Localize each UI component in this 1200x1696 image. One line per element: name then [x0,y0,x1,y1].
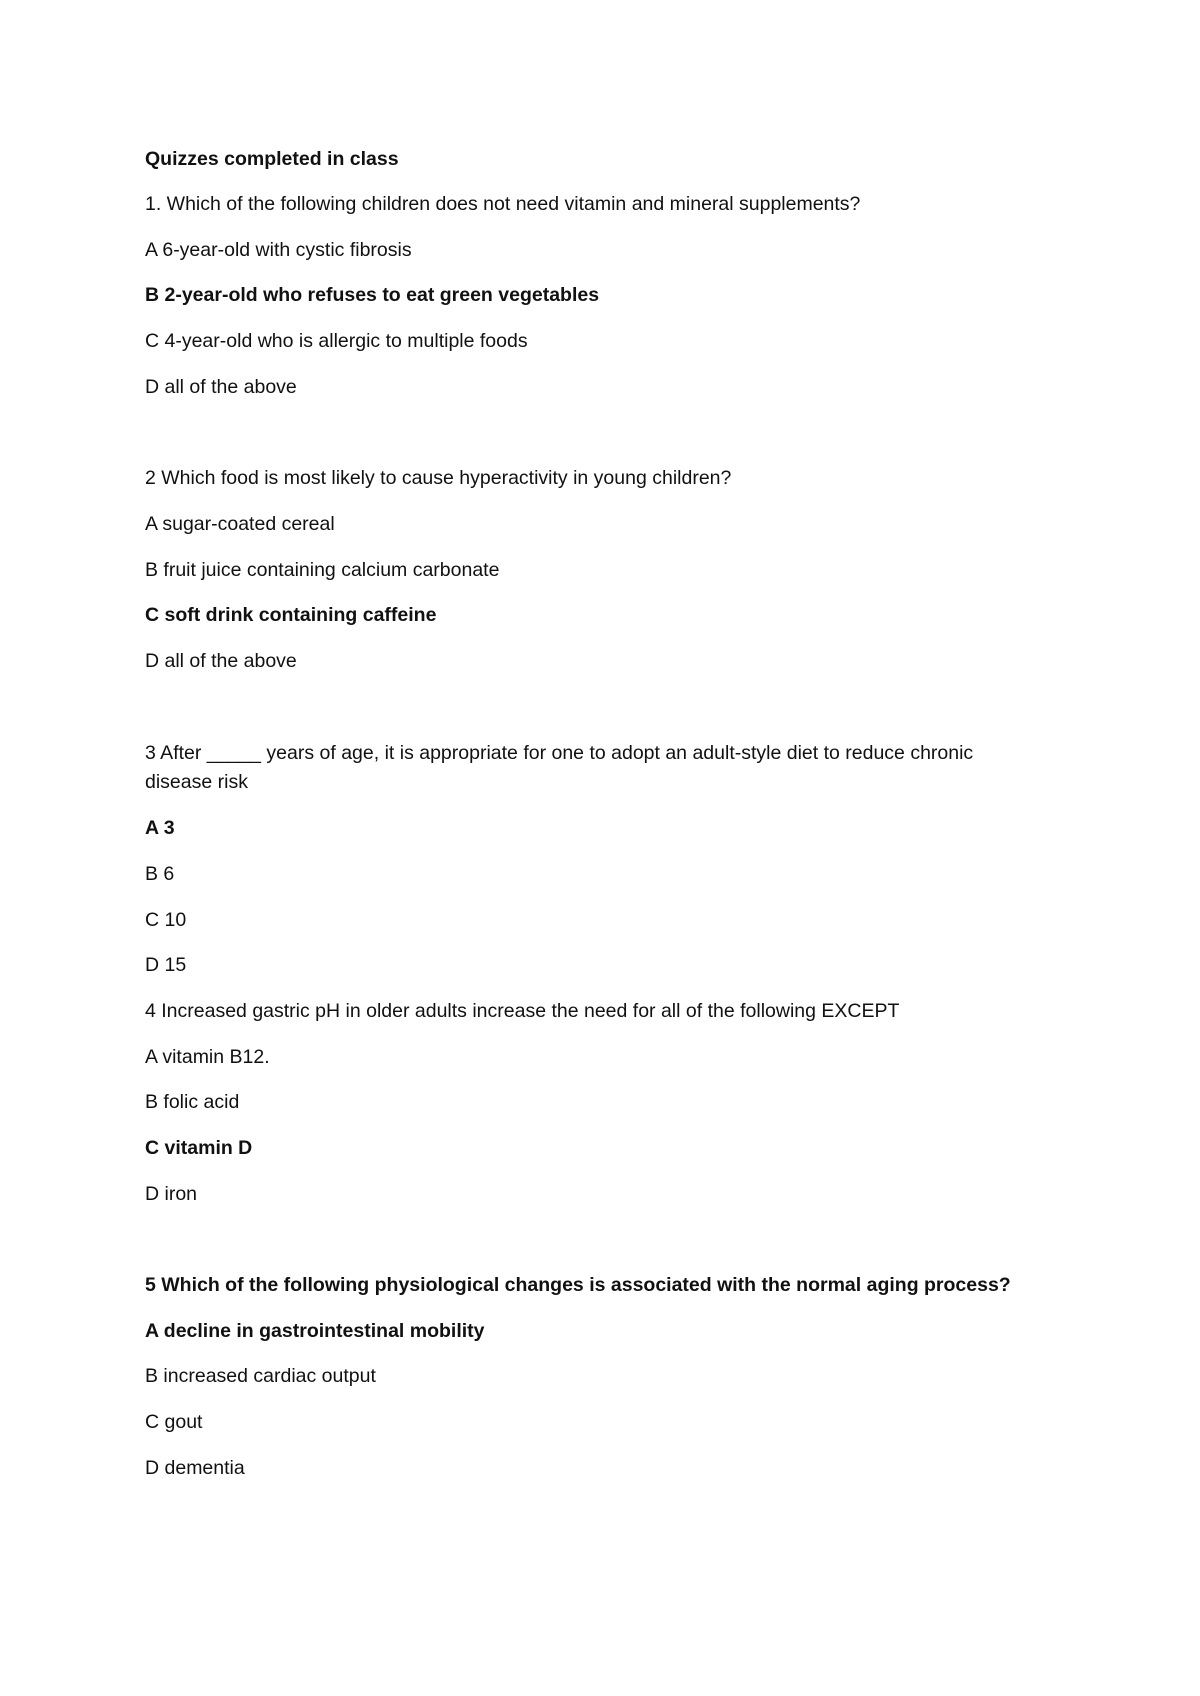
document-title: Quizzes completed in class [145,148,399,170]
question-4-option-a: A vitamin B12. [145,1046,270,1068]
question-4-option-b: B folic acid [145,1091,240,1113]
question-3-option-b: B 6 [145,863,175,885]
question-1-option-b-answer: B 2-year-old who refuses to eat green vegetables [145,284,600,306]
question-3-option-c: C 10 [145,909,187,931]
question-1-option-d: D all of the above [145,376,297,398]
question-5-option-a-answer: A decline in gastrointestinal mobility [145,1320,485,1342]
question-1-prompt: 1. Which of the following children does not need vitamin and mineral supplements? [145,193,861,215]
question-2-option-b: B fruit juice containing calcium carbonate [145,559,500,581]
question-4-option-c-answer: C vitamin D [145,1137,253,1159]
question-4-option-d: D iron [145,1183,198,1205]
question-5-option-d: D dementia [145,1457,245,1479]
question-1-option-c: C 4-year-old who is allergic to multiple foods [145,330,528,352]
question-1-option-a: A 6-year-old with cystic fibrosis [145,239,412,261]
question-2-option-a: A sugar-coated cereal [145,513,335,535]
question-3-option-a-answer: A 3 [145,817,175,839]
question-5-option-c: C gout [145,1411,203,1433]
question-4-prompt: 4 Increased gastric pH in older adults increase the need for all of the following EXCEPT [145,1000,900,1022]
question-3-prompt: 3 After _____ years of age, it is appropriate for one to adopt an adult-style diet to reduce chronic disease risk [145,742,974,793]
question-3-option-d: D 15 [145,954,187,976]
question-2-option-d: D all of the above [145,650,297,672]
question-5-option-b: B increased cardiac output [145,1365,376,1387]
question-2-option-c-answer: C soft drink containing caffeine [145,604,437,626]
question-2-prompt: 2 Which food is most likely to cause hyperactivity in young children? [145,467,732,489]
question-5-prompt: 5 Which of the following physiological changes is associated with the normal aging process? [145,1274,1011,1296]
